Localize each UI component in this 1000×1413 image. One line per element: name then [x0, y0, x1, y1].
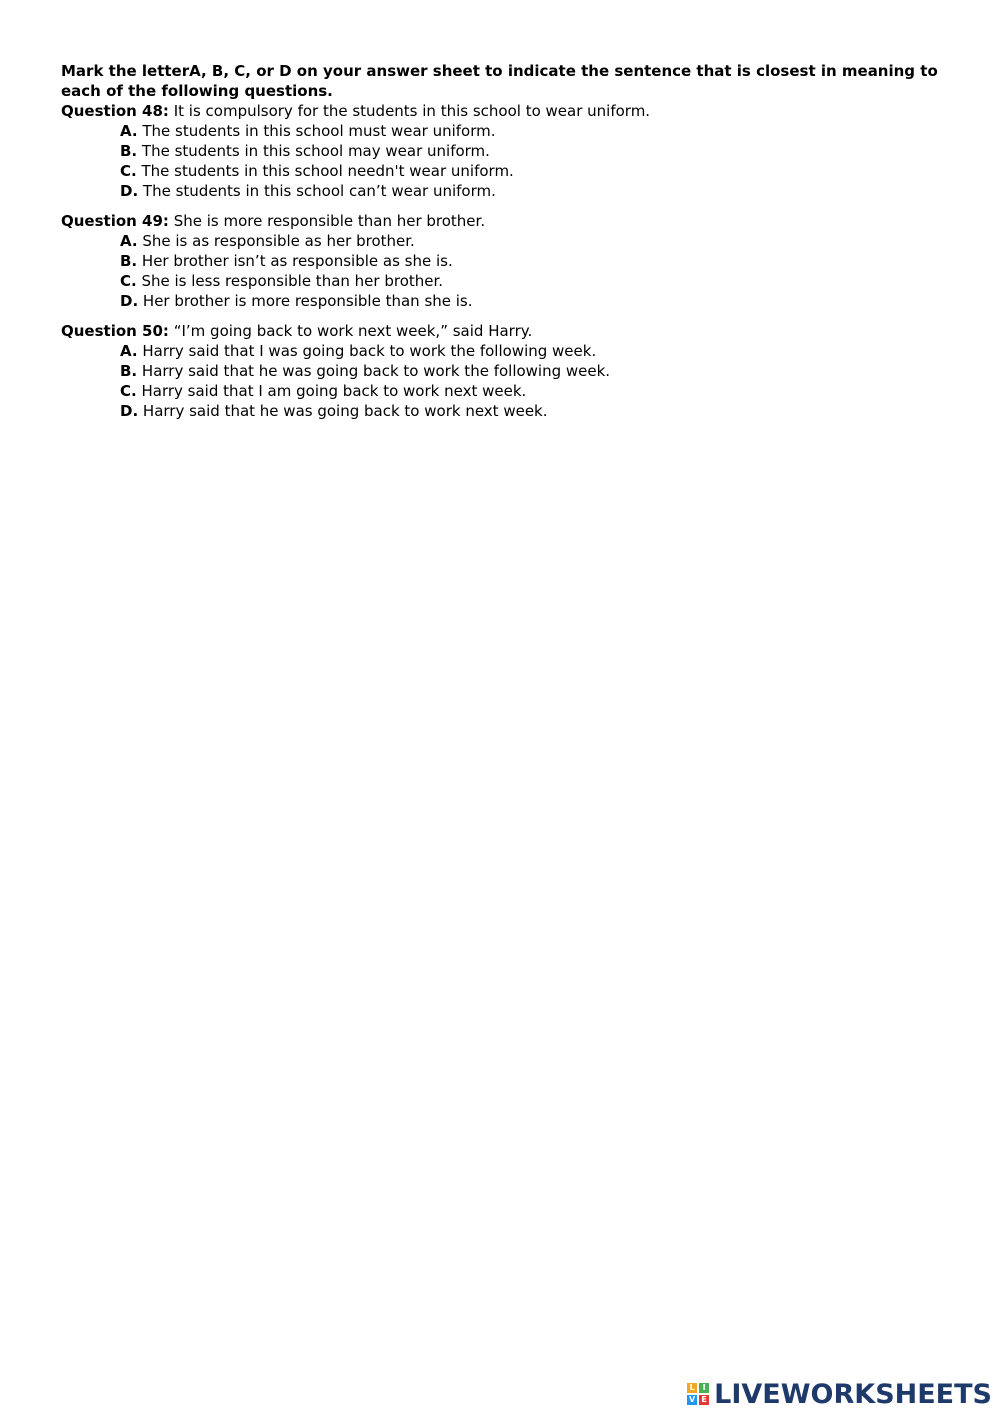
option-text: Her brother is more responsible than she is.: [138, 292, 473, 310]
liveworksheets-watermark: [687, 1378, 992, 1410]
option-text: Harry said that he was going back to work next week.: [138, 402, 548, 420]
option-b: [61, 251, 946, 271]
question-line: [61, 321, 946, 341]
question-line: [61, 211, 946, 231]
option-b: [61, 361, 946, 381]
logo-tile: V: [689, 1395, 696, 1404]
worksheet-page: [61, 61, 946, 421]
question-50: [61, 321, 946, 421]
option-c: [61, 381, 946, 401]
logo-tile: E: [699, 1395, 709, 1405]
option-a: [61, 231, 946, 251]
option-text: She is as responsible as her brother.: [137, 232, 415, 250]
watermark-text: LIVEWORKSHEETS: [714, 1378, 992, 1410]
instructions-text: Mark the letterA, B, C, or D on your answer sheet to indicate the sentence that is closest in meaning to each of the following questions.: [61, 62, 938, 100]
option-b: [61, 141, 946, 161]
option-d: [61, 401, 946, 421]
question-text: “I’m going back to work next week,” said Harry.: [168, 322, 533, 340]
option-letter: B.: [120, 252, 138, 270]
option-letter: C.: [120, 382, 137, 400]
option-text: The students in this school may wear uniform.: [137, 142, 490, 160]
option-d: [61, 291, 946, 311]
option-text: Her brother isn’t as responsible as she is.: [137, 252, 453, 270]
question-label: Question 48:: [61, 102, 169, 120]
question-48: [61, 101, 946, 201]
question-text: She is more responsible than her brother.: [168, 212, 486, 230]
option-letter: C.: [120, 272, 137, 290]
option-letter: A.: [120, 232, 138, 250]
question-label: Question 50:: [61, 322, 169, 340]
option-letter: D.: [120, 402, 139, 420]
option-text: Harry said that he was going back to work the following week.: [137, 362, 611, 380]
option-a: [61, 121, 946, 141]
option-letter: B.: [120, 362, 138, 380]
option-letter: D.: [120, 292, 139, 310]
question-49: [61, 211, 946, 311]
question-text: It is compulsory for the students in this school to wear uniform.: [168, 102, 651, 120]
option-a: [61, 341, 946, 361]
option-letter: D.: [120, 182, 139, 200]
option-text: The students in this school must wear uniform.: [137, 122, 496, 140]
option-letter: A.: [120, 122, 138, 140]
liveworksheets-logo-icon: [687, 1383, 709, 1405]
option-c: [61, 161, 946, 181]
option-text: The students in this school needn't wear uniform.: [136, 162, 514, 180]
option-letter: B.: [120, 142, 138, 160]
option-text: The students in this school can’t wear uniform.: [138, 182, 496, 200]
question-line: [61, 101, 946, 121]
option-letter: A.: [120, 342, 138, 360]
option-d: [61, 181, 946, 201]
logo-tile: I: [699, 1383, 709, 1393]
question-label: Question 49:: [61, 212, 169, 230]
option-text: Harry said that I am going back to work next week.: [136, 382, 527, 400]
option-letter: C.: [120, 162, 137, 180]
option-text: Harry said that I was going back to work the following week.: [137, 342, 597, 360]
option-text: She is less responsible than her brother.: [136, 272, 444, 290]
option-c: [61, 271, 946, 291]
logo-tile: L: [687, 1383, 697, 1393]
